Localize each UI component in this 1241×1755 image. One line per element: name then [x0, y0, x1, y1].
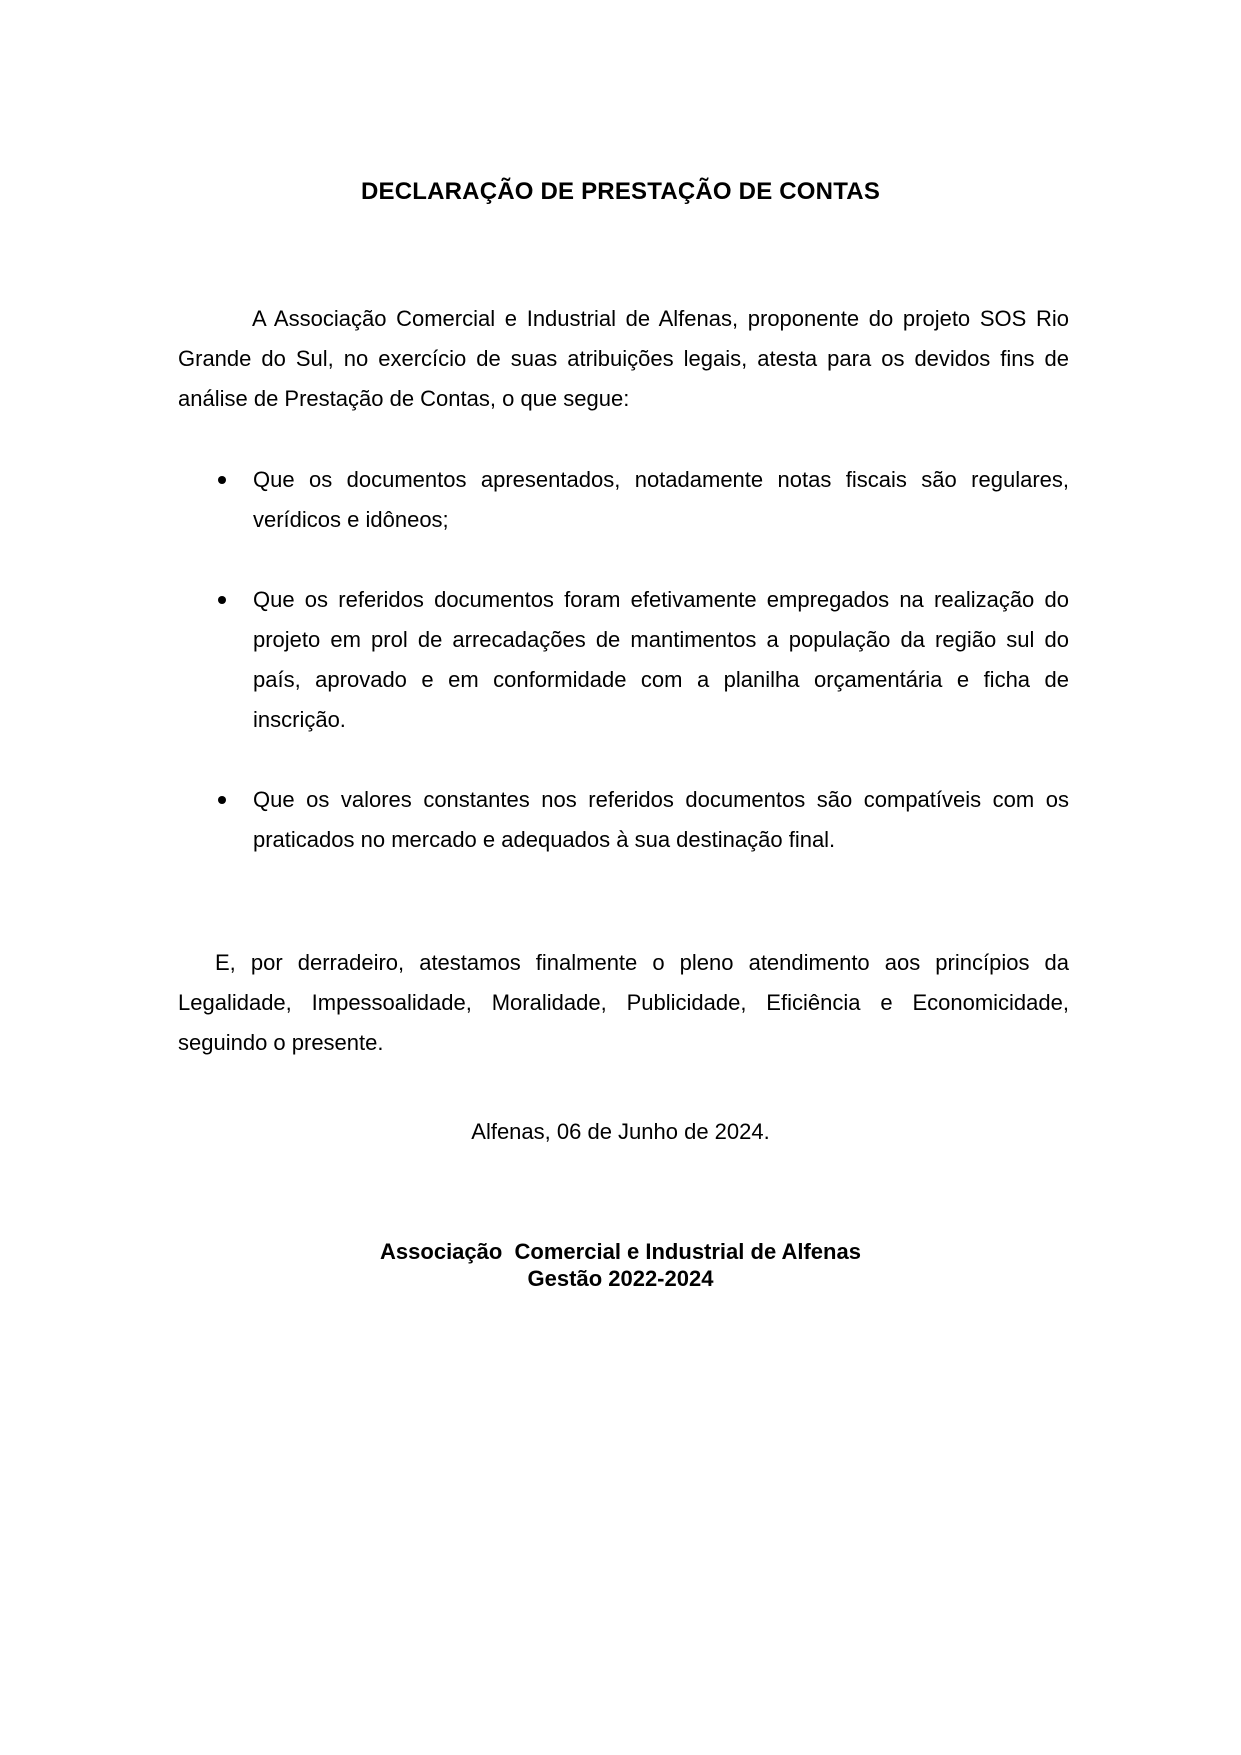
bullet-icon [218, 476, 226, 484]
list-item-text: Que os valores constantes nos referidos documentos são compatíveis com os praticados no mercado e adequados à sua destinação final. [253, 787, 1069, 852]
signature-organization: Associação Comercial e Industrial de Alfenas [380, 1239, 861, 1264]
document-title: DECLARAÇÃO DE PRESTAÇÃO DE CONTAS [360, 178, 881, 205]
list-item [178, 580, 1069, 740]
bullet-icon [218, 796, 226, 804]
closing-paragraph: E, por derradeiro, atestamos finalmente o pleno atendimento aos princípios da Legalidade, Impessoalidade, Moralidade, Publicidade, Eficiência e Economicidade, seguindo o presente. [178, 950, 1069, 1055]
signature-term: Gestão 2022-2024 [527, 1266, 714, 1291]
declaration-list [178, 460, 1069, 860]
list-item-text: Que os referidos documentos foram efetivamente empregados na realização do projeto em prol de arrecadações de mantimentos a população da região sul do país, aprovado e em conformidade com a planilha orçamentária e ficha de inscrição. [253, 587, 1069, 732]
list-item-text: Que os documentos apresentados, notadamente notas fiscais são regulares, verídicos e idôneos; [253, 467, 1069, 532]
signature-block [0, 1238, 1241, 1292]
list-item [178, 460, 1069, 540]
date-line: Alfenas, 06 de Junho de 2024. [471, 1119, 770, 1144]
bullet-icon [218, 596, 226, 604]
intro-paragraph: A Associação Comercial e Industrial de Alfenas, proponente do projeto SOS Rio Grande do Sul, no exercício de suas atribuições legais, atesta para os devidos fins de análise de Prestação de Contas, o que segue: [178, 306, 1069, 411]
list-item [178, 780, 1069, 860]
